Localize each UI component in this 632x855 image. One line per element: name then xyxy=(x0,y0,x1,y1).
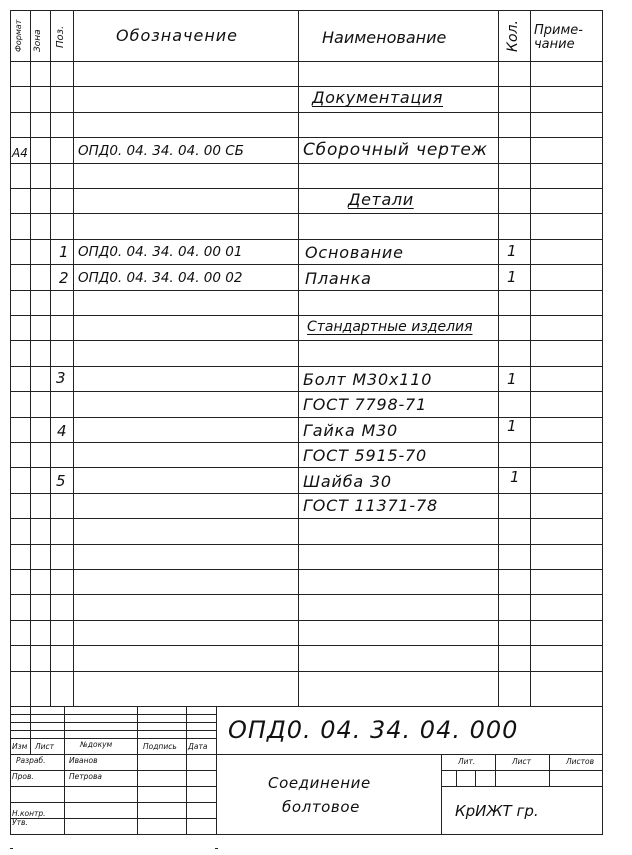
std3-pos: 5 xyxy=(56,472,66,490)
part2-designation: ОПД0. 04. 34. 04. 00 02 xyxy=(78,270,243,286)
header-format: Формат xyxy=(14,19,23,52)
std2-qty: 1 xyxy=(507,417,517,435)
header-name: Наименование xyxy=(322,28,447,47)
tb-col-date: Дата xyxy=(188,742,208,751)
section-parts: Детали xyxy=(348,190,414,209)
tb-title-line2: болтовое xyxy=(282,798,360,816)
part2-name: Планка xyxy=(305,269,372,288)
tb-developed-name: Иванов xyxy=(69,756,98,765)
part1-designation: ОПД0. 04. 34. 04. 00 01 xyxy=(78,244,243,260)
header-qty: Кол. xyxy=(505,20,521,52)
assembly-format: А4 xyxy=(12,146,28,160)
part1-pos: 1 xyxy=(59,243,69,261)
header-note-line2: чание xyxy=(534,37,575,52)
header-note-line1: Приме- xyxy=(534,23,583,38)
tb-organization: КрИЖТ гр. xyxy=(455,802,539,820)
header-pos: Поз. xyxy=(55,25,66,48)
std1-name: Болт М30х110 xyxy=(303,370,433,389)
tb-lit-label: Лит. xyxy=(458,757,476,766)
title-block-doc-number: ОПД0. 04. 34. 04. 000 xyxy=(228,716,519,744)
std3-name: Шайба 30 xyxy=(303,472,392,491)
section-standard-items: Стандартные изделия xyxy=(307,319,473,335)
header-zone: Зона xyxy=(33,29,43,52)
std3-standard: ГОСТ 11371-78 xyxy=(303,496,438,515)
part1-name: Основание xyxy=(305,243,404,262)
tb-col-sign: Подпись xyxy=(143,742,177,751)
std3-qty: 1 xyxy=(510,468,520,486)
part2-pos: 2 xyxy=(59,269,69,287)
tb-sheet-label: Лист xyxy=(512,757,532,766)
std2-name: Гайка М30 xyxy=(303,421,399,440)
tb-col-sheet: Лист xyxy=(35,742,55,751)
tb-title-line1: Соединение xyxy=(268,774,371,792)
tb-sheets-label: Листов xyxy=(566,757,595,766)
std2-pos: 4 xyxy=(57,422,67,440)
assembly-name: Сборочный чертеж xyxy=(303,140,488,160)
tb-developed-label: Разраб. xyxy=(16,756,46,765)
assembly-designation: ОПД0. 04. 34. 04. 00 СБ xyxy=(78,143,244,159)
tb-checked-label: Пров. xyxy=(12,772,34,781)
std1-standard: ГОСТ 7798-71 xyxy=(303,395,427,414)
std1-qty: 1 xyxy=(507,370,517,388)
part2-qty: 1 xyxy=(507,268,517,286)
tb-col-change: Изм xyxy=(12,742,28,751)
part1-qty: 1 xyxy=(507,242,517,260)
tb-norm-control-label: Н.контр. xyxy=(12,809,46,818)
std1-pos: 3 xyxy=(56,369,66,387)
std2-standard: ГОСТ 5915-70 xyxy=(303,446,427,465)
tb-checked-name: Петрова xyxy=(69,772,102,781)
header-designation: Обозначение xyxy=(116,26,239,45)
tb-approved-label: Утв. xyxy=(12,818,28,827)
tb-col-doc-no: №докум xyxy=(80,740,113,749)
section-documentation: Документация xyxy=(312,88,444,107)
